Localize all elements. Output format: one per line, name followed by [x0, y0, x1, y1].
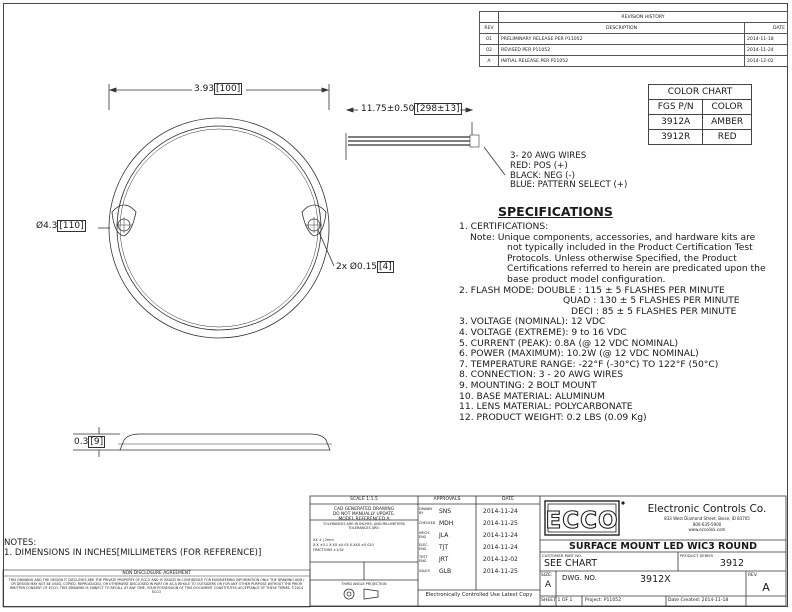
specifications-title: SPECIFICATIONS	[498, 204, 613, 219]
color-row: 3912R RED	[649, 130, 752, 145]
company-name: Electronic Controls Co.	[647, 503, 767, 515]
rev-header: REV	[480, 23, 499, 34]
approval-row: CHECKED MDH 2014-11-25	[419, 519, 518, 527]
customer-part-label: CUSTOMER PART NO.	[542, 553, 583, 558]
rev-label: REV.	[748, 573, 758, 578]
approval-row: SALES GLB 2014-11-25	[419, 567, 518, 575]
wire-note: 3- 20 AWG WIRES RED: POS (+) BLACK: NEG (-) BLUE: PATTERN SELECT (+)	[510, 151, 628, 191]
color-row: 3912A AMBER	[649, 115, 752, 130]
project-info: Project: P11052	[585, 598, 622, 603]
rev-value: A	[762, 581, 770, 594]
projection-symbol-circle	[344, 589, 354, 599]
approval-row: DRAWN BY SNS 2014-11-24	[419, 507, 518, 515]
third-angle-label: THIRD ANGLE PROJECTION	[341, 582, 387, 586]
ecco-logo	[545, 501, 625, 535]
approvals-header: APPROVALS	[433, 497, 461, 502]
nda-title: NON DISCLOSURE AGREEMENT	[122, 571, 191, 576]
dwg-no-value: 3912X	[640, 574, 671, 585]
projection-symbol-cone	[364, 589, 378, 599]
revision-row: 02 REVISED PER P11052 2014-11-24	[480, 45, 788, 56]
approval-row: MECH. ENG JLA 2014-11-24	[419, 531, 518, 539]
revision-row: A INITIAL RELEASE PER P11052 2014-12-02	[480, 56, 788, 67]
width-dimension: 3.93 [100]	[194, 84, 241, 94]
date-header: DATE	[502, 497, 514, 502]
revision-row: 01 PRELIMINARY RELEASE PER P11052 2014-11-18	[480, 34, 788, 45]
approval-row: TEST ENG JRT 2014-12-02	[419, 555, 518, 563]
lens-inner-circle	[117, 126, 321, 330]
size-label: SIZE:	[541, 573, 553, 578]
specifications-list: 1. CERTIFICATIONS: Note: Unique components, accessories, and hardware kits are not typically included in the Product Certification Test Protocols. Unless otherwise Specified, the Product Certifications referred to herein are predicated upon the base product model configuration. 2. FLASH MODE: DOUBLE : 115 ± 5 FLASHES PER MINUTE QUAD : 130 ± 5 FLASHES PER MINUTE DECI : 85 ± 5 FLASHES PER MINUTE 3. VOLTAGE (NOMINAL): 12 VDC 4. VOLTAGE (EXTREME): 9 to 16 VDC 5. CURRENT (PEAK): 0.8A (@ 12 VDC NOMINAL) 6. POWER (MAXIMUM): 10.2W (@ 12 VDC NOMINAL) 7. TEMPERATURE RANGE: -22°F (-30°C) TO 122°F (50°C) 8. CONNECTION: 3 - 20 AWG WIRES 9. MOUNTING: 2 BOLT MOUNT 10. BASE MATERIAL: ALUMINUM 11. LENS MATERIAL: POLYCARBONATE 12. PRODUCT WEIGHT: 0.2 LBS (0.09 Kg)	[459, 221, 766, 423]
notes: NOTES: 1. DIMENSIONS IN INCHES[MILLIMETERS (FOR REFERENCE)]	[4, 538, 262, 558]
tolerance-values: XX ± | 2mm X.X ±0.1 X.XX ±0.05 X.XXX ±0.010 FRACTIONS ±1/32	[313, 538, 374, 552]
thickness-dimension: 0.3 [9]	[74, 437, 104, 447]
approvals-list	[419, 505, 540, 577]
product-series-value: 3912	[719, 558, 745, 569]
description-header: DESCRIPTION	[499, 23, 745, 34]
hole-dimension: 2x Ø0.15 [4]	[336, 262, 392, 272]
tolerances-note: TOLERANCES ARE IN INCHES, AND MILLIMETERS TOLERANCES ARE:	[322, 522, 406, 530]
svg-text:ECCO: ECCO	[545, 508, 619, 534]
wire-leader	[484, 147, 505, 175]
controlled-copy-note: Electronically Controlled Use Latest Copy	[425, 592, 533, 598]
side-profile	[120, 434, 330, 450]
product-series-label: PRODUCT SERIES	[680, 553, 714, 558]
hole-leader	[318, 230, 334, 266]
cad-note: CAD GENERATED DRAWING DO NOT MANUALLY UPDATE. MODEL REFERENCED A	[332, 507, 396, 522]
lens-outer-circle	[109, 118, 329, 338]
date-header: DATE	[745, 23, 788, 34]
lens-inner-circle-2	[120, 129, 318, 327]
revision-history-title: REVISION HISTORY	[499, 12, 788, 23]
customer-part-value: SEE CHART	[544, 558, 598, 569]
nda-text: THIS DRAWING AND THE DESIGN IT DISCLOSES ARE THE PRIVATE PROPERTY OF ECCO AND IS ISSUED IN CONFIDENCE FOR ENGINEERING INFORMATION ONLY. THE DRAWING AND / OR DESIGN MAY NOT BE USED, COPIED, REPRODUCED, OR OTHERWISE DISCLOSED IN PART OR AS A WHOLE TO OUTSIDERS OR FOR ANY OTHER PURPOSE WITHOUT THE PRIOR WRITTEN CONSENT OF ECCO. THIS DRAWING IS SUBJECT TO RECALL AT ANY TIME. YOUR POSSESSION OF THIS DOCUMENT CONSTITUTES ACCEPTANCE OF THESE TERMS. ©2014 ECCO	[8, 578, 305, 594]
size-value: A	[544, 580, 552, 590]
company-contact: 833 West Diamond Street, Boise, ID 83705 800-635-5900 www.eccolink.com	[664, 516, 750, 533]
color-header: COLOR	[703, 100, 752, 115]
diameter-dimension: Ø4.3 [110]	[36, 221, 84, 231]
color-chart-title: COLOR CHART	[649, 85, 752, 100]
date-created: Date Created: 2014-11-18	[668, 598, 729, 603]
approval-row: ELEC. ENG TJT 2014-11-24	[419, 543, 518, 551]
scale-label: SCALE 1:1.5	[350, 497, 378, 502]
sheet-label: SHEET 1 OF 1	[541, 598, 573, 603]
pn-header: FGS P/N	[649, 100, 703, 115]
product-title: SURFACE MOUNT LED WIC3 ROUND	[569, 541, 757, 552]
dwg-no-label: DWG. NO.	[562, 574, 597, 582]
wire-length-dimension: 11.75±0.50 [298±13]	[361, 104, 460, 114]
